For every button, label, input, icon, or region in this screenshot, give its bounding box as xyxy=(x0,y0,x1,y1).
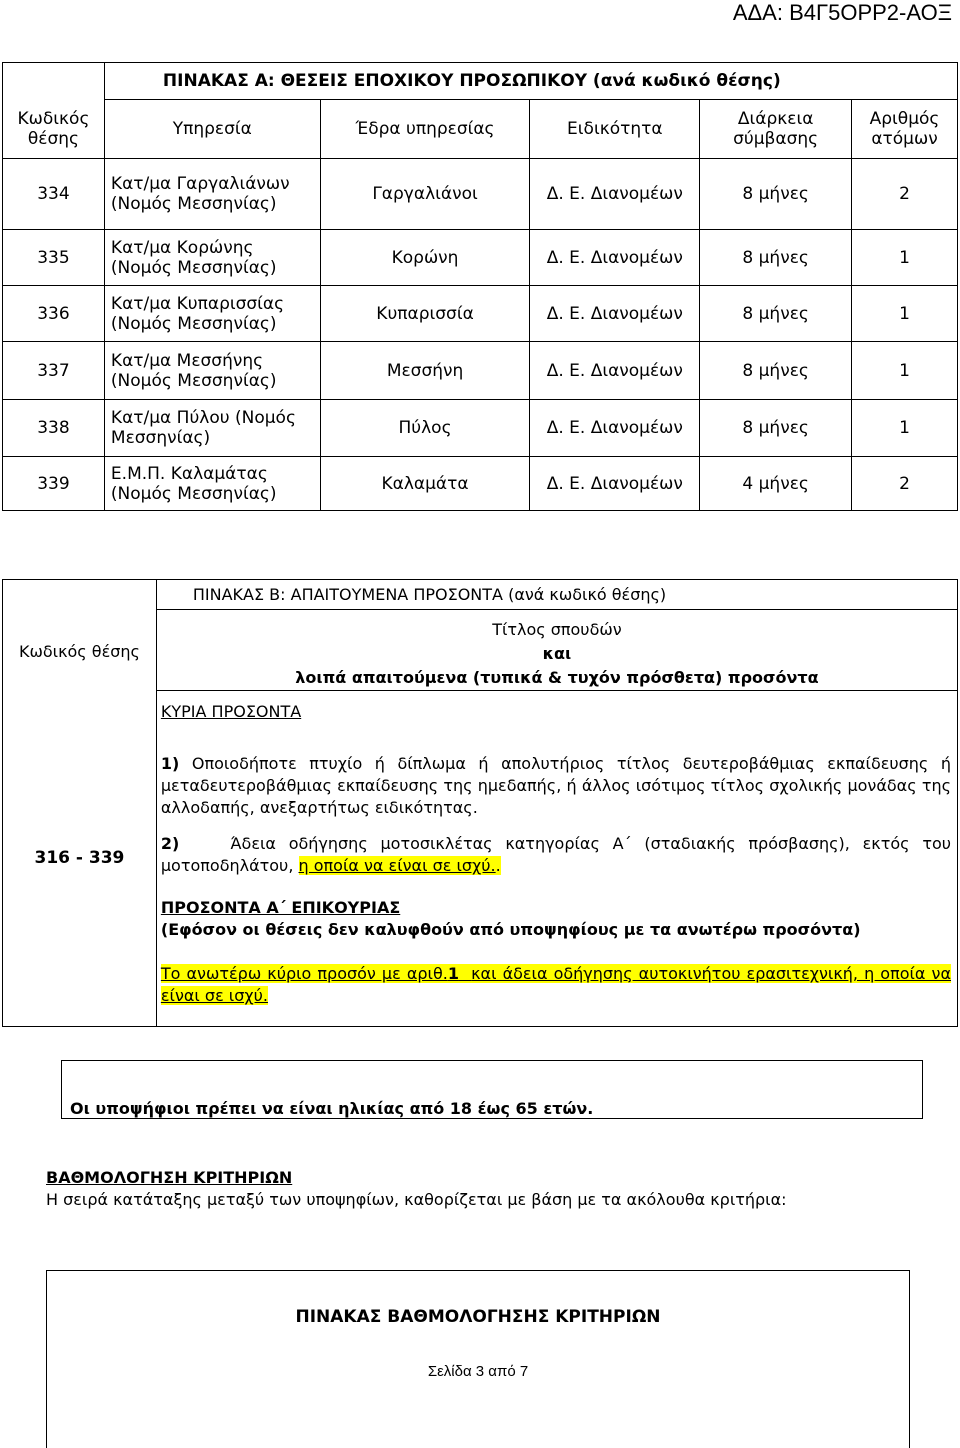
criteria-text: Η σειρά κατάταξης μεταξύ των υποψηφίων, καθορίζεται με βάση με τα ακόλουθα κριτήρια: xyxy=(46,1190,787,1209)
header-specialty: Ειδικότητα xyxy=(530,100,700,159)
table-row xyxy=(3,230,958,286)
highlighted-validity: η οποία να είναι σε ισχύ. xyxy=(298,856,496,875)
criteria-title: ΒΑΘΜΟΛΟΓΗΣΗ ΚΡΙΤΗΡΙΩΝ xyxy=(46,1168,293,1187)
row-persons: 1 xyxy=(852,342,958,400)
qual-header-line3: λοιπά απαιτούμενα (τυπικά & τυχόν πρόσθετα) προσόντα xyxy=(295,668,819,687)
row-specialty: Δ. Ε. Διανομέων xyxy=(530,159,700,230)
row-service: Ε.Μ.Π. Καλαμάτας (Νομός Μεσσηνίας) xyxy=(104,457,320,511)
row-code: 337 xyxy=(3,342,105,400)
table-a-title: ΠΙΝΑΚΑΣ Α: ΘΕΣΕΙΣ ΕΠΟΧΙΚΟΥ ΠΡΟΣΩΠΙΚΟΥ (ανά κωδικό θέσης) xyxy=(104,63,957,100)
header-persons: Αριθμός ατόμων xyxy=(852,100,958,159)
row-duration: 8 μήνες xyxy=(700,342,852,400)
table-b-qual-header xyxy=(156,610,957,691)
row-seat: Πύλος xyxy=(320,400,530,457)
row-specialty: Δ. Ε. Διανομέων xyxy=(530,400,700,457)
row-seat: Κυπαρισσία xyxy=(320,286,530,342)
table-b xyxy=(2,579,958,1027)
row-persons: 1 xyxy=(852,400,958,457)
row-code: 339 xyxy=(3,457,105,511)
ada-code: ΑΔΑ: Β4Γ5ΟΡΡ2-ΑΟΞ xyxy=(732,0,952,25)
table-row xyxy=(3,159,958,230)
row-service: Κατ/μα Μεσσήνης (Νομός Μεσσηνίας) xyxy=(104,342,320,400)
row-specialty: Δ. Ε. Διανομέων xyxy=(530,457,700,511)
row-code: 335 xyxy=(3,230,105,286)
scoring-table-title: ΠΙΝΑΚΑΣ ΒΑΘΜΟΛΟΓΗΣΗΣ ΚΡΙΤΗΡΙΩΝ xyxy=(295,1307,661,1327)
table-row xyxy=(3,457,958,511)
aux-qualifications-title: ΠΡΟΣΟΝΤΑ Α΄ ΕΠΙΚΟΥΡΙΑΣ xyxy=(160,898,401,917)
header-duration: Διάρκεια σύμβασης xyxy=(700,100,852,159)
qual-header-line2: και xyxy=(542,644,572,663)
aux-qualifications-subtitle: (Εφόσον οι θέσεις δεν καλυφθούν από υποψηφίους με τα ανωτέρω προσόντα) xyxy=(160,920,861,939)
row-seat: Μεσσήνη xyxy=(320,342,530,400)
age-requirement-text: Οι υποψήφιοι πρέπει να είναι ηλικίας από 18 έως 65 ετών. xyxy=(70,1099,594,1118)
table-row xyxy=(3,342,958,400)
row-code: 338 xyxy=(3,400,105,457)
requirements-cell xyxy=(156,691,957,1027)
row-duration: 8 μήνες xyxy=(700,286,852,342)
row-service: Κατ/μα Κορώνης (Νομός Μεσσηνίας) xyxy=(104,230,320,286)
row-persons: 1 xyxy=(852,230,958,286)
row-seat: Καλαμάτα xyxy=(320,457,530,511)
qual-header-line1: Τίτλος σπουδών xyxy=(492,620,622,639)
row-duration: 4 μήνες xyxy=(700,457,852,511)
row-service: Κατ/μα Γαργαλιάνων (Νομός Μεσσηνίας) xyxy=(104,159,320,230)
age-requirement-box xyxy=(61,1060,923,1119)
page-number: Σελίδα 3 από 7 xyxy=(427,1363,529,1380)
requirement-2: 2) Άδεια οδήγησης μοτοσικλέτας κατηγορίας Α΄ (σταδιακής πρόσβασης), εκτός του μοτοποδηλάτου, η οποία να είναι σε ισχύ.. xyxy=(160,834,952,875)
table-row xyxy=(3,400,958,457)
header-service: Υπηρεσία xyxy=(104,100,320,159)
row-duration: 8 μήνες xyxy=(700,230,852,286)
header-code: Κωδικός θέσης xyxy=(3,100,105,159)
table-row xyxy=(3,286,958,342)
row-seat: Κορώνη xyxy=(320,230,530,286)
row-persons: 2 xyxy=(852,159,958,230)
table-b-code-header: Κωδικός θέσης xyxy=(3,610,157,691)
table-b-codes: 316 - 339 xyxy=(3,691,157,1027)
row-persons: 1 xyxy=(852,286,958,342)
main-qualifications-title: ΚΥΡΙΑ ΠΡΟΣΟΝΤΑ xyxy=(160,702,302,721)
row-specialty: Δ. Ε. Διανομέων xyxy=(530,230,700,286)
table-a xyxy=(2,62,958,511)
row-code: 334 xyxy=(3,159,105,230)
row-seat: Γαργαλιάνοι xyxy=(320,159,530,230)
row-specialty: Δ. Ε. Διανομέων xyxy=(530,286,700,342)
header-seat: Έδρα υπηρεσίας xyxy=(320,100,530,159)
scoring-table-box xyxy=(46,1270,910,1448)
row-service: Κατ/μα Κυπαρισσίας (Νομός Μεσσηνίας) xyxy=(104,286,320,342)
table-b-title: ΠΙΝΑΚΑΣ Β: ΑΠΑΙΤΟΥΜΕΝΑ ΠΡΟΣΟΝΤΑ (ανά κωδικό θέσης) xyxy=(156,580,957,610)
row-duration: 8 μήνες xyxy=(700,159,852,230)
row-persons: 2 xyxy=(852,457,958,511)
row-duration: 8 μήνες xyxy=(700,400,852,457)
requirement-1: 1) Οποιοδήποτε πτυχίο ή δίπλωμα ή απολυτήριος τίτλος δευτεροβάθμιας εκπαίδευσης ή μεταδευτεροβάθμιας εκπαίδευσης της ημεδαπής, ή άλλος ισότιμος τίτλος σχολικής μονάδας της αλλοδαπής, ανεξαρτήτως ειδικότητας. xyxy=(160,754,951,817)
aux-requirement: Το ανωτέρω κύριο προσόν με αριθ.1 και άδεια οδήγησης αυτοκινήτου ερασιτεχνική, η οποία να είναι σε ισχύ. xyxy=(160,964,951,1005)
row-specialty: Δ. Ε. Διανομέων xyxy=(530,342,700,400)
row-service: Κατ/μα Πύλου (Νομός Μεσσηνίας) xyxy=(104,400,320,457)
row-code: 336 xyxy=(3,286,105,342)
